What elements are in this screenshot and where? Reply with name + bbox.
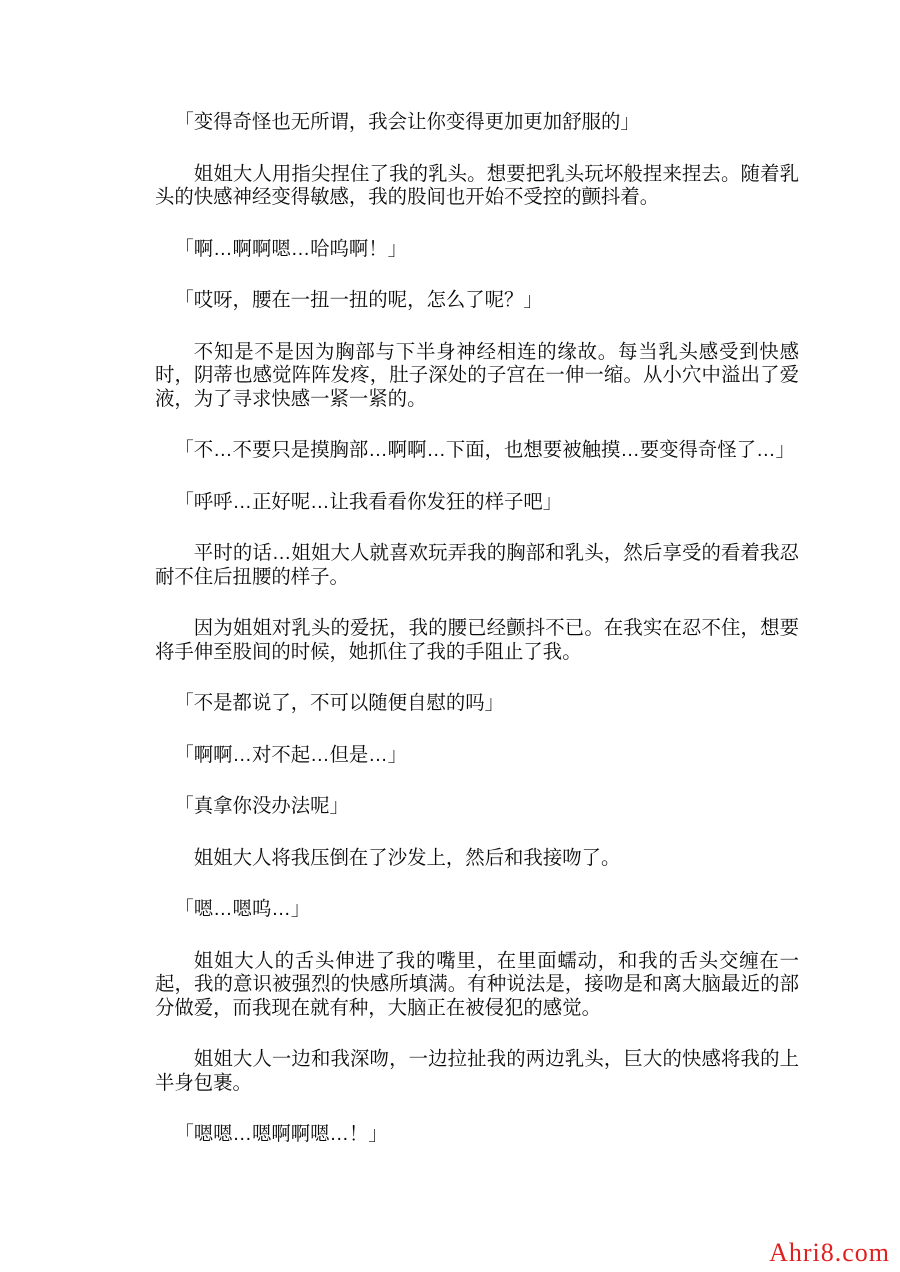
paragraph-narration: 姐姐大人的舌头伸进了我的嘴里，在里面蠕动，和我的舌头交缠在一起，我的意识被强烈的快感所填满。有种说法是，接吻是和离大脑最近的部分做爱，而我现在就有种，大脑正在被侵犯的感觉。 bbox=[155, 949, 799, 1019]
paragraph-narration: 因为姐姐对乳头的爱抚，我的腰已经颤抖不已。在我实在忍不住，想要将手伸至股间的时候，她抓住了我的手阻止了我。 bbox=[155, 617, 799, 663]
paragraph-dialogue: 「变得奇怪也无所谓，我会让你变得更加更加舒服的」 bbox=[174, 111, 640, 133]
paragraph-narration: 姐姐大人一边和我深吻，一边拉扯我的两边乳头，巨大的快感将我的上半身包裹。 bbox=[155, 1048, 799, 1094]
paragraph-dialogue: 「真拿你没办法呢」 bbox=[174, 795, 349, 817]
paragraph-dialogue: 「啊啊…对不起…但是…」 bbox=[174, 743, 408, 766]
paragraph-dialogue: 「嗯…嗯呜…」 bbox=[174, 898, 311, 920]
page-content bbox=[155, 111, 799, 1175]
paragraph-dialogue: 「不是都说了，不可以随便自慰的吗」 bbox=[174, 692, 505, 714]
paragraph-dialogue: 「啊…啊啊嗯…哈呜啊！」 bbox=[174, 237, 408, 260]
paragraph-narration: 姐姐大人用指尖捏住了我的乳头。想要把乳头玩坏般捏来捏去。随着乳头的快感神经变得敏感，我的股间也开始不受控的颤抖着。 bbox=[155, 162, 799, 208]
paragraph-dialogue: 「不…不要只是摸胸部…啊啊…下面，也想要被触摸…要变得奇怪了…」 bbox=[174, 439, 795, 461]
paragraph-dialogue: 「嗯嗯…嗯啊啊嗯…！」 bbox=[174, 1123, 388, 1145]
paragraph-narration: 不知是不是因为胸部与下半身神经相连的缘故。每当乳头感受到快感时，阴蒂也感觉阵阵发疼，肚子深处的子宫在一伸一缩。从小穴中溢出了爱液，为了寻求快感一紧一紧的。 bbox=[155, 340, 799, 410]
paragraph-dialogue: 「哎呀，腰在一扭一扭的呢，怎么了呢？」 bbox=[174, 289, 543, 311]
paragraph-dialogue: 「呼呼…正好呢…让我看看你发狂的样子吧」 bbox=[174, 490, 563, 513]
paragraph-narration: 平时的话…姐姐大人就喜欢玩弄我的胸部和乳头，然后享受的看着我忍耐不住后扭腰的样子。 bbox=[155, 542, 799, 588]
watermark: Ahri8.com bbox=[769, 1238, 890, 1267]
paragraph-narration: 姐姐大人将我压倒在了沙发上，然后和我接吻了。 bbox=[193, 846, 621, 869]
